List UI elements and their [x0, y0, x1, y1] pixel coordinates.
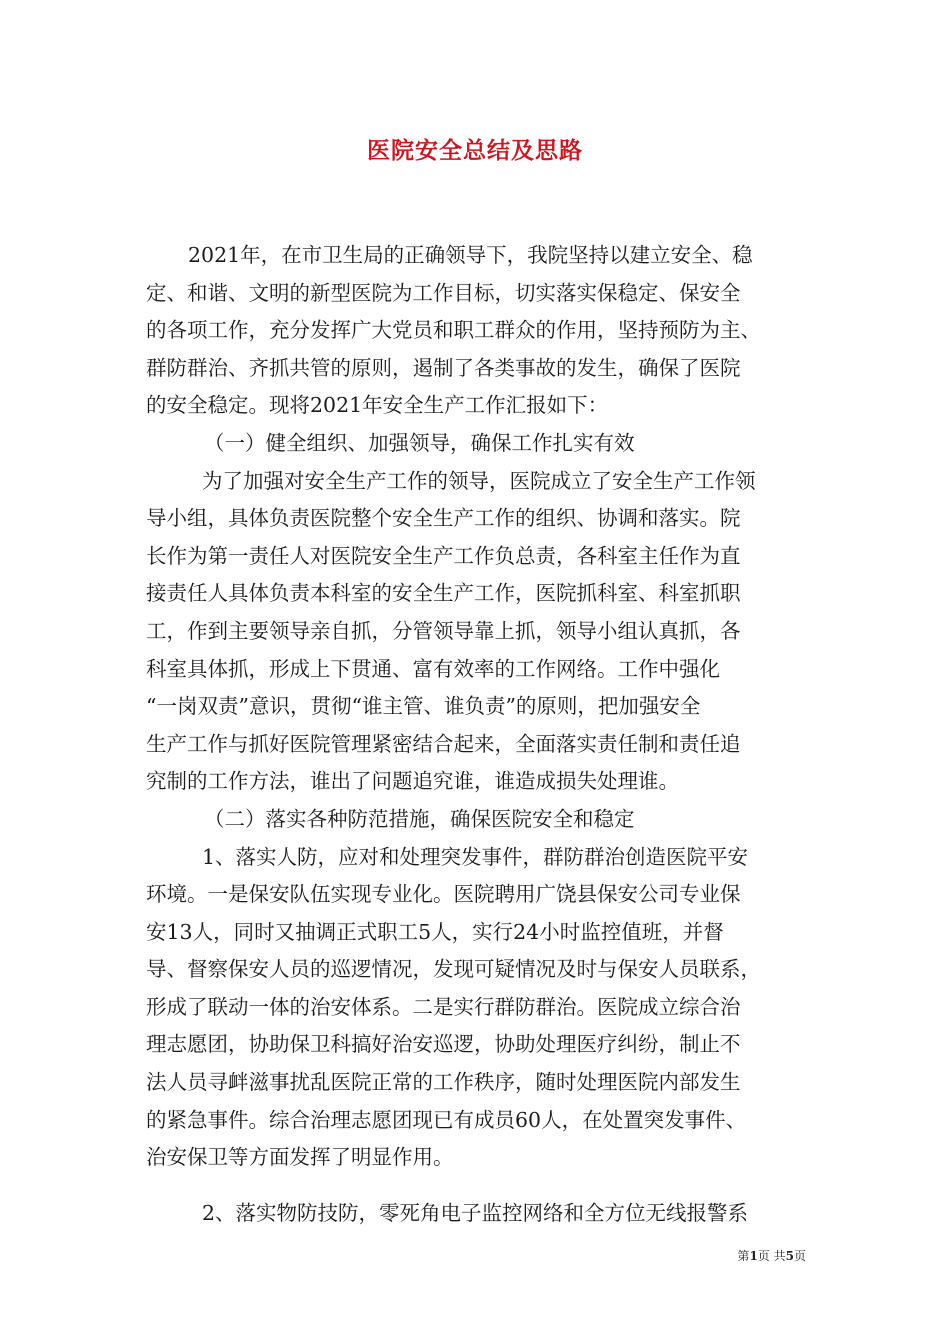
- text-line: 工，作到主要领导亲自抓，分管领导靠上抓，领导小组认真抓，各: [146, 618, 741, 643]
- text-line: 导、督察保安人员的巡逻情况，发现可疑情况及时与保安人员联系，: [146, 957, 761, 982]
- footer-prefix: 第: [737, 1249, 750, 1263]
- text-line: 环境。一是保安队伍实现专业化。医院聘用广饶县保安公司专业保: [146, 882, 741, 907]
- text-line: 形成了联动一体的治安体系。二是实行群防群治。医院成立综合治: [146, 994, 741, 1019]
- document-title: 医院安全总结及思路: [367, 137, 583, 164]
- text-line: 的各项工作，充分发挥广大党员和职工群众的作用，坚持预防为主、: [146, 318, 761, 343]
- text-line: 理志愿团，协助保卫科搞好治安巡逻，协助处理医疗纠纷，制止不: [146, 1032, 741, 1057]
- text-line: 接责任人具体负责本科室的安全生产工作，医院抓科室、科室抓职: [146, 581, 741, 606]
- text-line: 安13人，同时又抽调正式职工5人，实行24小时监控值班，并督: [146, 919, 724, 944]
- text-line: （一）健全组织、加强领导，确保工作扎实有效: [204, 430, 635, 455]
- text-line: 法人员寻衅滋事扰乱医院正常的工作秩序，随时处理医院内部发生: [146, 1070, 741, 1095]
- text-line: 2、落实物防技防，零死角电子监控网络和全方位无线报警系: [202, 1200, 749, 1225]
- text-line: 为了加强对安全生产工作的领导，医院成立了安全生产工作领: [202, 468, 756, 493]
- text-line: 群防群治、齐抓共管的原则，遏制了各类事故的发生，确保了医院: [146, 355, 741, 380]
- footer-suffix: 页: [793, 1249, 806, 1263]
- text-line: 定、和谐、文明的新型医院为工作目标，切实落实保稳定、保安全: [146, 280, 741, 305]
- text-line: 1、落实人防，应对和处理突发事件，群防群治创造医院平安: [202, 844, 749, 869]
- page-footer: [0, 1247, 806, 1264]
- footer-total-pages: 5: [785, 1249, 794, 1263]
- text-line: 导小组，具体负责医院整个安全生产工作的组织、协调和落实。院: [146, 506, 741, 531]
- text-line: 科室具体抓，形成上下贯通、富有效率的工作网络。工作中强化: [146, 656, 720, 681]
- text-line: （二）落实各种防范措施，确保医院安全和稳定: [204, 806, 635, 831]
- text-line: 2021年，在市卫生局的正确领导下，我院坚持以建立安全、稳: [188, 243, 753, 267]
- text-line: 治安保卫等方面发挥了明显作用。: [146, 1145, 454, 1170]
- text-line: 的紧急事件。综合治理志愿团现已有成员60人，在处置突发事件、: [146, 1107, 747, 1132]
- text-line: 长作为第一责任人对医院安全生产工作负总责，各科室主任作为直: [146, 543, 741, 568]
- document-body: [146, 237, 812, 1232]
- text-line: 的安全稳定。现将2021年安全生产工作汇报如下：: [146, 393, 609, 418]
- text-line: “一岗双责”意识，贯彻“谁主管、谁负责”的原则，把加强安全: [146, 694, 701, 719]
- text-line: 究制的工作方法，谁出了问题追究谁，谁造成损失处理谁。: [146, 769, 679, 794]
- text-line: [146, 1177, 812, 1195]
- footer-current-page: 1: [749, 1249, 758, 1263]
- footer-middle: 页 共: [757, 1249, 786, 1263]
- text-line: 生产工作与抓好医院管理紧密结合起来，全面落实责任制和责任追: [146, 731, 741, 756]
